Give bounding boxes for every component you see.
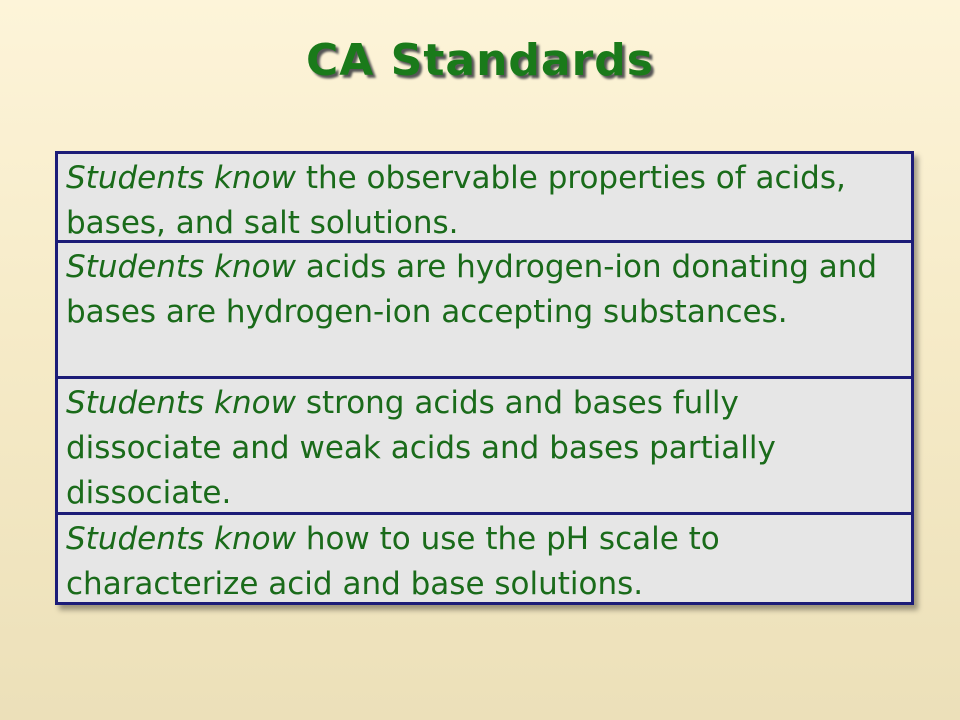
standard-text: how to use the pH scale to characterize acid and base solutions. xyxy=(66,521,720,602)
standard-lead: Students know xyxy=(66,160,296,196)
standard-lead: Students know xyxy=(66,385,296,421)
standard-text: strong acids and bases fully dissociate and weak acids and bases partially dissociate. xyxy=(66,385,776,511)
standards-table xyxy=(55,151,914,605)
standard-text: acids are hydrogen-ion donating and bases are hydrogen-ion accepting substances. xyxy=(66,249,878,330)
standard-lead: Students know xyxy=(66,521,296,557)
standard-item xyxy=(58,515,911,602)
standard-lead: Students know xyxy=(66,249,296,285)
standard-item xyxy=(58,379,911,515)
standard-text: the observable properties of acids, bases, and salt solutions. xyxy=(66,160,846,241)
slide-title: CA Standards xyxy=(306,35,654,86)
standard-item xyxy=(58,154,911,243)
standard-item xyxy=(58,243,911,379)
